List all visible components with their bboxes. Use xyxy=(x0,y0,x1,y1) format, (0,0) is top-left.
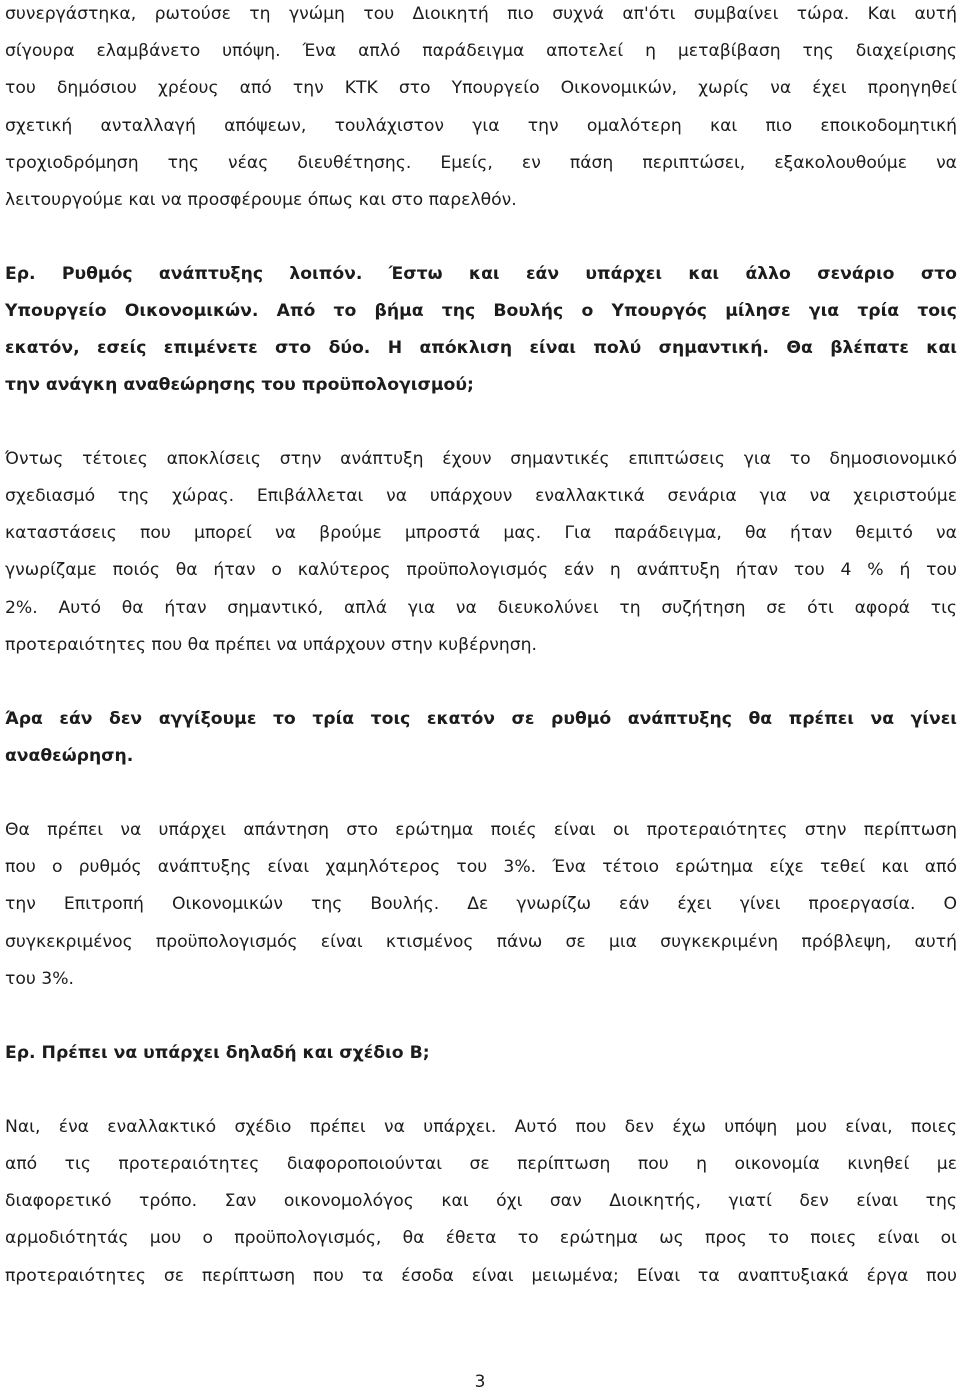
text-line: την Επιτροπή Οικονομικών της Βουλής. Δε γνωρίζω εάν έχει γίνει προεργασία. Ο xyxy=(5,894,957,914)
text-line: σχετική ανταλλαγή απόψεων, τουλάχιστον για την ομαλότερη και πιο εποικοδομητική xyxy=(5,116,957,136)
question-line: την ανάγκη αναθεώρησης του προϋπολογισμού; xyxy=(5,375,474,395)
text-line: σχεδιασμό της χώρας. Επιβάλλεται να υπάρχουν εναλλακτικά σενάρια για να χειριστούμε xyxy=(5,486,957,506)
text-line: γνωρίζαμε ποιός θα ήταν ο καλύτερος προϋπολογισμός εάν η ανάπτυξη ήταν του 4 % ή του xyxy=(5,560,957,580)
question-line: εκατόν, εσείς επιμένετε στο δύο. Η απόκλιση είναι πολύ σημαντική. Θα βλέπατε και xyxy=(5,338,957,358)
question-line: αναθεώρηση. xyxy=(5,746,134,766)
text-line: λειτουργούμε και να προσφέρουμε όπως και στο παρελθόν. xyxy=(5,190,517,210)
page-number: 3 xyxy=(474,1372,486,1392)
text-line: Θα πρέπει να υπάρχει απάντηση στο ερώτημα ποιές είναι οι προτεραιότητες στην περίπτωση xyxy=(5,820,957,840)
text-line: Ναι, ένα εναλλακτικό σχέδιο πρέπει να υπάρχει. Αυτό που δεν έχω υπόψη μου είναι, ποιες xyxy=(5,1117,957,1137)
text-line: αρμοδιότητάς μου ο προϋπολογισμός, θα έθετα το ερώτημα ως προς το ποιες είναι οι xyxy=(5,1228,957,1248)
text-line: τροχιοδρόμηση της νέας διευθέτησης. Εμείς, εν πάση περιπτώσει, εξακολουθούμε να xyxy=(5,153,957,173)
text-line: συνεργάστηκα, ρωτούσε τη γνώμη του Διοικητή πιο συχνά απ'ότι συμβαίνει τώρα. Και αυτή xyxy=(5,4,957,24)
text-line: προτεραιότητες σε περίπτωση που τα έσοδα είναι μειωμένα; Είναι τα αναπτυξιακά έργα που xyxy=(5,1266,957,1286)
question-line: Ερ. Πρέπει να υπάρχει δηλαδή και σχέδιο Β; xyxy=(5,1043,430,1063)
text-line: 2%. Αυτό θα ήταν σημαντικό, απλά για να διευκολύνει τη συζήτηση σε ότι αφορά τις xyxy=(5,598,957,618)
text-line: του δημόσιου χρέους από την ΚΤΚ στο Υπουργείο Οικονομικών, χωρίς να έχει προηγηθεί xyxy=(5,78,957,98)
text-line: από τις προτεραιότητες διαφοροποιούνται σε περίπτωση που η οικονομία κινηθεί με xyxy=(5,1154,957,1174)
text-line: συγκεκριμένος προϋπολογισμός είναι κτισμένος πάνω σε μια συγκεκριμένη πρόβλεψη, αυτή xyxy=(5,932,957,952)
question-line: Άρα εάν δεν αγγίξουμε το τρία τοις εκατόν σε ρυθμό ανάπτυξης θα πρέπει να γίνει xyxy=(5,709,957,729)
question-line: Ερ. Ρυθμός ανάπτυξης λοιπόν. Έστω και εάν υπάρχει και άλλο σενάριο στο xyxy=(5,264,957,284)
text-line: διαφορετικό τρόπο. Σαν οικονομολόγος και όχι σαν Διοικητής, γιατί δεν είναι της xyxy=(5,1191,957,1211)
text-line: του 3%. xyxy=(5,969,75,989)
text-line: προτεραιότητες που θα πρέπει να υπάρχουν στην κυβέρνηση. xyxy=(5,635,538,655)
text-line: που ο ρυθμός ανάπτυξης είναι χαμηλότερος του 3%. Ένα τέτοιο ερώτημα είχε τεθεί και από xyxy=(5,857,957,877)
text-line: καταστάσεις που μπορεί να βρούμε μπροστά μας. Για παράδειγμα, θα ήταν θεμιτό να xyxy=(5,523,957,543)
text-line: σίγουρα ελαμβάνετο υπόψη. Ένα απλό παράδειγμα αποτελεί η μεταβίβαση της διαχείρισης xyxy=(5,41,957,61)
text-line: Όντως τέτοιες αποκλίσεις στην ανάπτυξη έχουν σημαντικές επιπτώσεις για το δημοσιονομικό xyxy=(5,449,957,469)
question-line: Υπουργείο Οικονομικών. Από το βήμα της Βουλής ο Υπουργός μίλησε για τρία τοις xyxy=(5,301,957,321)
